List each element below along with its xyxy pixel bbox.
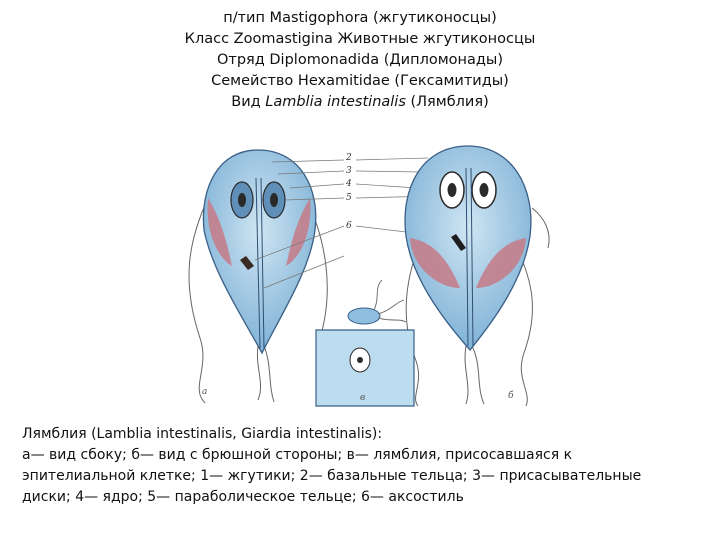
lamblia-attached-to-epithelium bbox=[316, 280, 414, 406]
species-line: Вид Lamblia intestinalis (Лямблия) bbox=[231, 94, 489, 110]
caption-line-1: Лямблия (Lamblia intestinalis, Giardia intestinalis): bbox=[22, 426, 383, 442]
flagellum bbox=[532, 208, 549, 248]
label-3: 3 bbox=[346, 166, 352, 176]
flagellum bbox=[472, 346, 484, 404]
label-6: 6 bbox=[346, 221, 352, 231]
flagellum bbox=[378, 318, 406, 322]
flagellum bbox=[465, 346, 468, 404]
flagellum bbox=[264, 346, 274, 402]
label-5: 5 bbox=[346, 193, 352, 203]
class-line: Класс Zoomastigina Животные жгутиконосцы bbox=[184, 31, 536, 47]
caption-line-2: а— вид сбоку; б— вид с брюшной стороны; в— лямблия, присосавшаяся к bbox=[22, 447, 573, 463]
label-2: 2 bbox=[346, 153, 352, 163]
part-numbers bbox=[345, 153, 352, 231]
caption-line-3: эпителиальной клетке; 1— жгутики; 2— базальные тельца; 3— присасывательные bbox=[22, 468, 642, 484]
caption-line-4: диски; 4— ядро; 5— параболическое тельце; 6— аксостиль bbox=[22, 489, 464, 505]
attached-lamblia bbox=[348, 308, 380, 324]
panel-label-b: б bbox=[508, 391, 514, 401]
phylum-line: п/тип Mastigophora (жгутиконосцы) bbox=[223, 10, 497, 26]
lamblia-side-view bbox=[189, 150, 327, 403]
family-line: Семейство Hexamitidae (Гексамитиды) bbox=[211, 73, 509, 89]
label-4: 4 bbox=[346, 179, 352, 189]
taxonomy-header bbox=[0, 8, 720, 113]
flagellum bbox=[374, 280, 382, 310]
order-line: Отряд Diplomonadida (Дипломонады) bbox=[216, 52, 504, 68]
flagellum bbox=[378, 300, 404, 314]
flagellum bbox=[257, 346, 260, 400]
panel-label-v: в bbox=[360, 393, 366, 403]
panel-label-a: а bbox=[202, 387, 208, 397]
figure-caption bbox=[22, 424, 702, 508]
lamblia-illustration bbox=[160, 138, 580, 408]
lamblia-ventral-view bbox=[405, 146, 549, 406]
species-name: Lamblia intestinalis bbox=[265, 94, 406, 110]
